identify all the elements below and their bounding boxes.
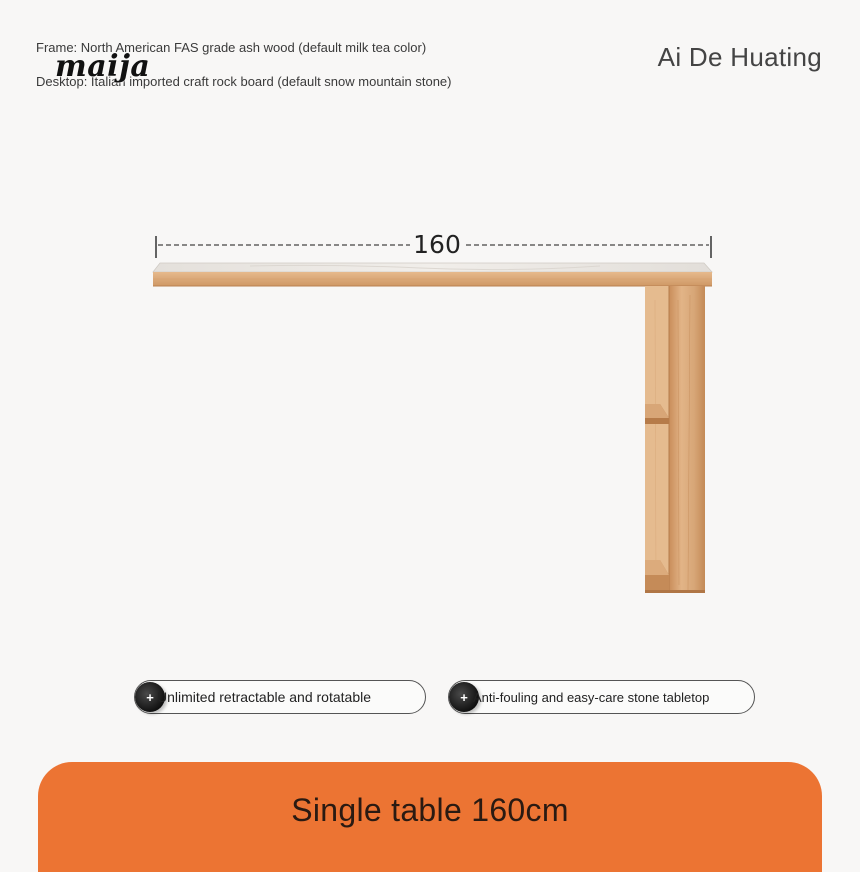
feature-label: Unlimited retractable and rotatable (157, 689, 372, 705)
spec-frame-text: Frame: North American FAS grade ash wood (default milk tea color) (36, 40, 427, 55)
brand-name: Ai De Huating (657, 42, 822, 72)
plus-icon: + (449, 682, 479, 712)
spec-desktop-text: Desktop: Italian imported craft rock board (default snow mountain stone) (36, 74, 452, 89)
size-banner-label: Single table 160cm (291, 792, 569, 828)
stone-tabletop (153, 263, 712, 272)
size-banner (38, 762, 822, 872)
feature-pill-retractable (134, 680, 426, 714)
width-dimension-line (156, 230, 711, 259)
wood-frame-rail (153, 272, 712, 286)
feature-pill-stone-tabletop (448, 680, 755, 714)
width-dimension-label: 160 (413, 230, 461, 259)
wood-support-leg (645, 286, 705, 593)
plus-icon: + (135, 682, 165, 712)
maija-watermark: maija (55, 49, 151, 84)
feature-label: Anti-fouling and easy-care stone tabletop (473, 689, 710, 705)
